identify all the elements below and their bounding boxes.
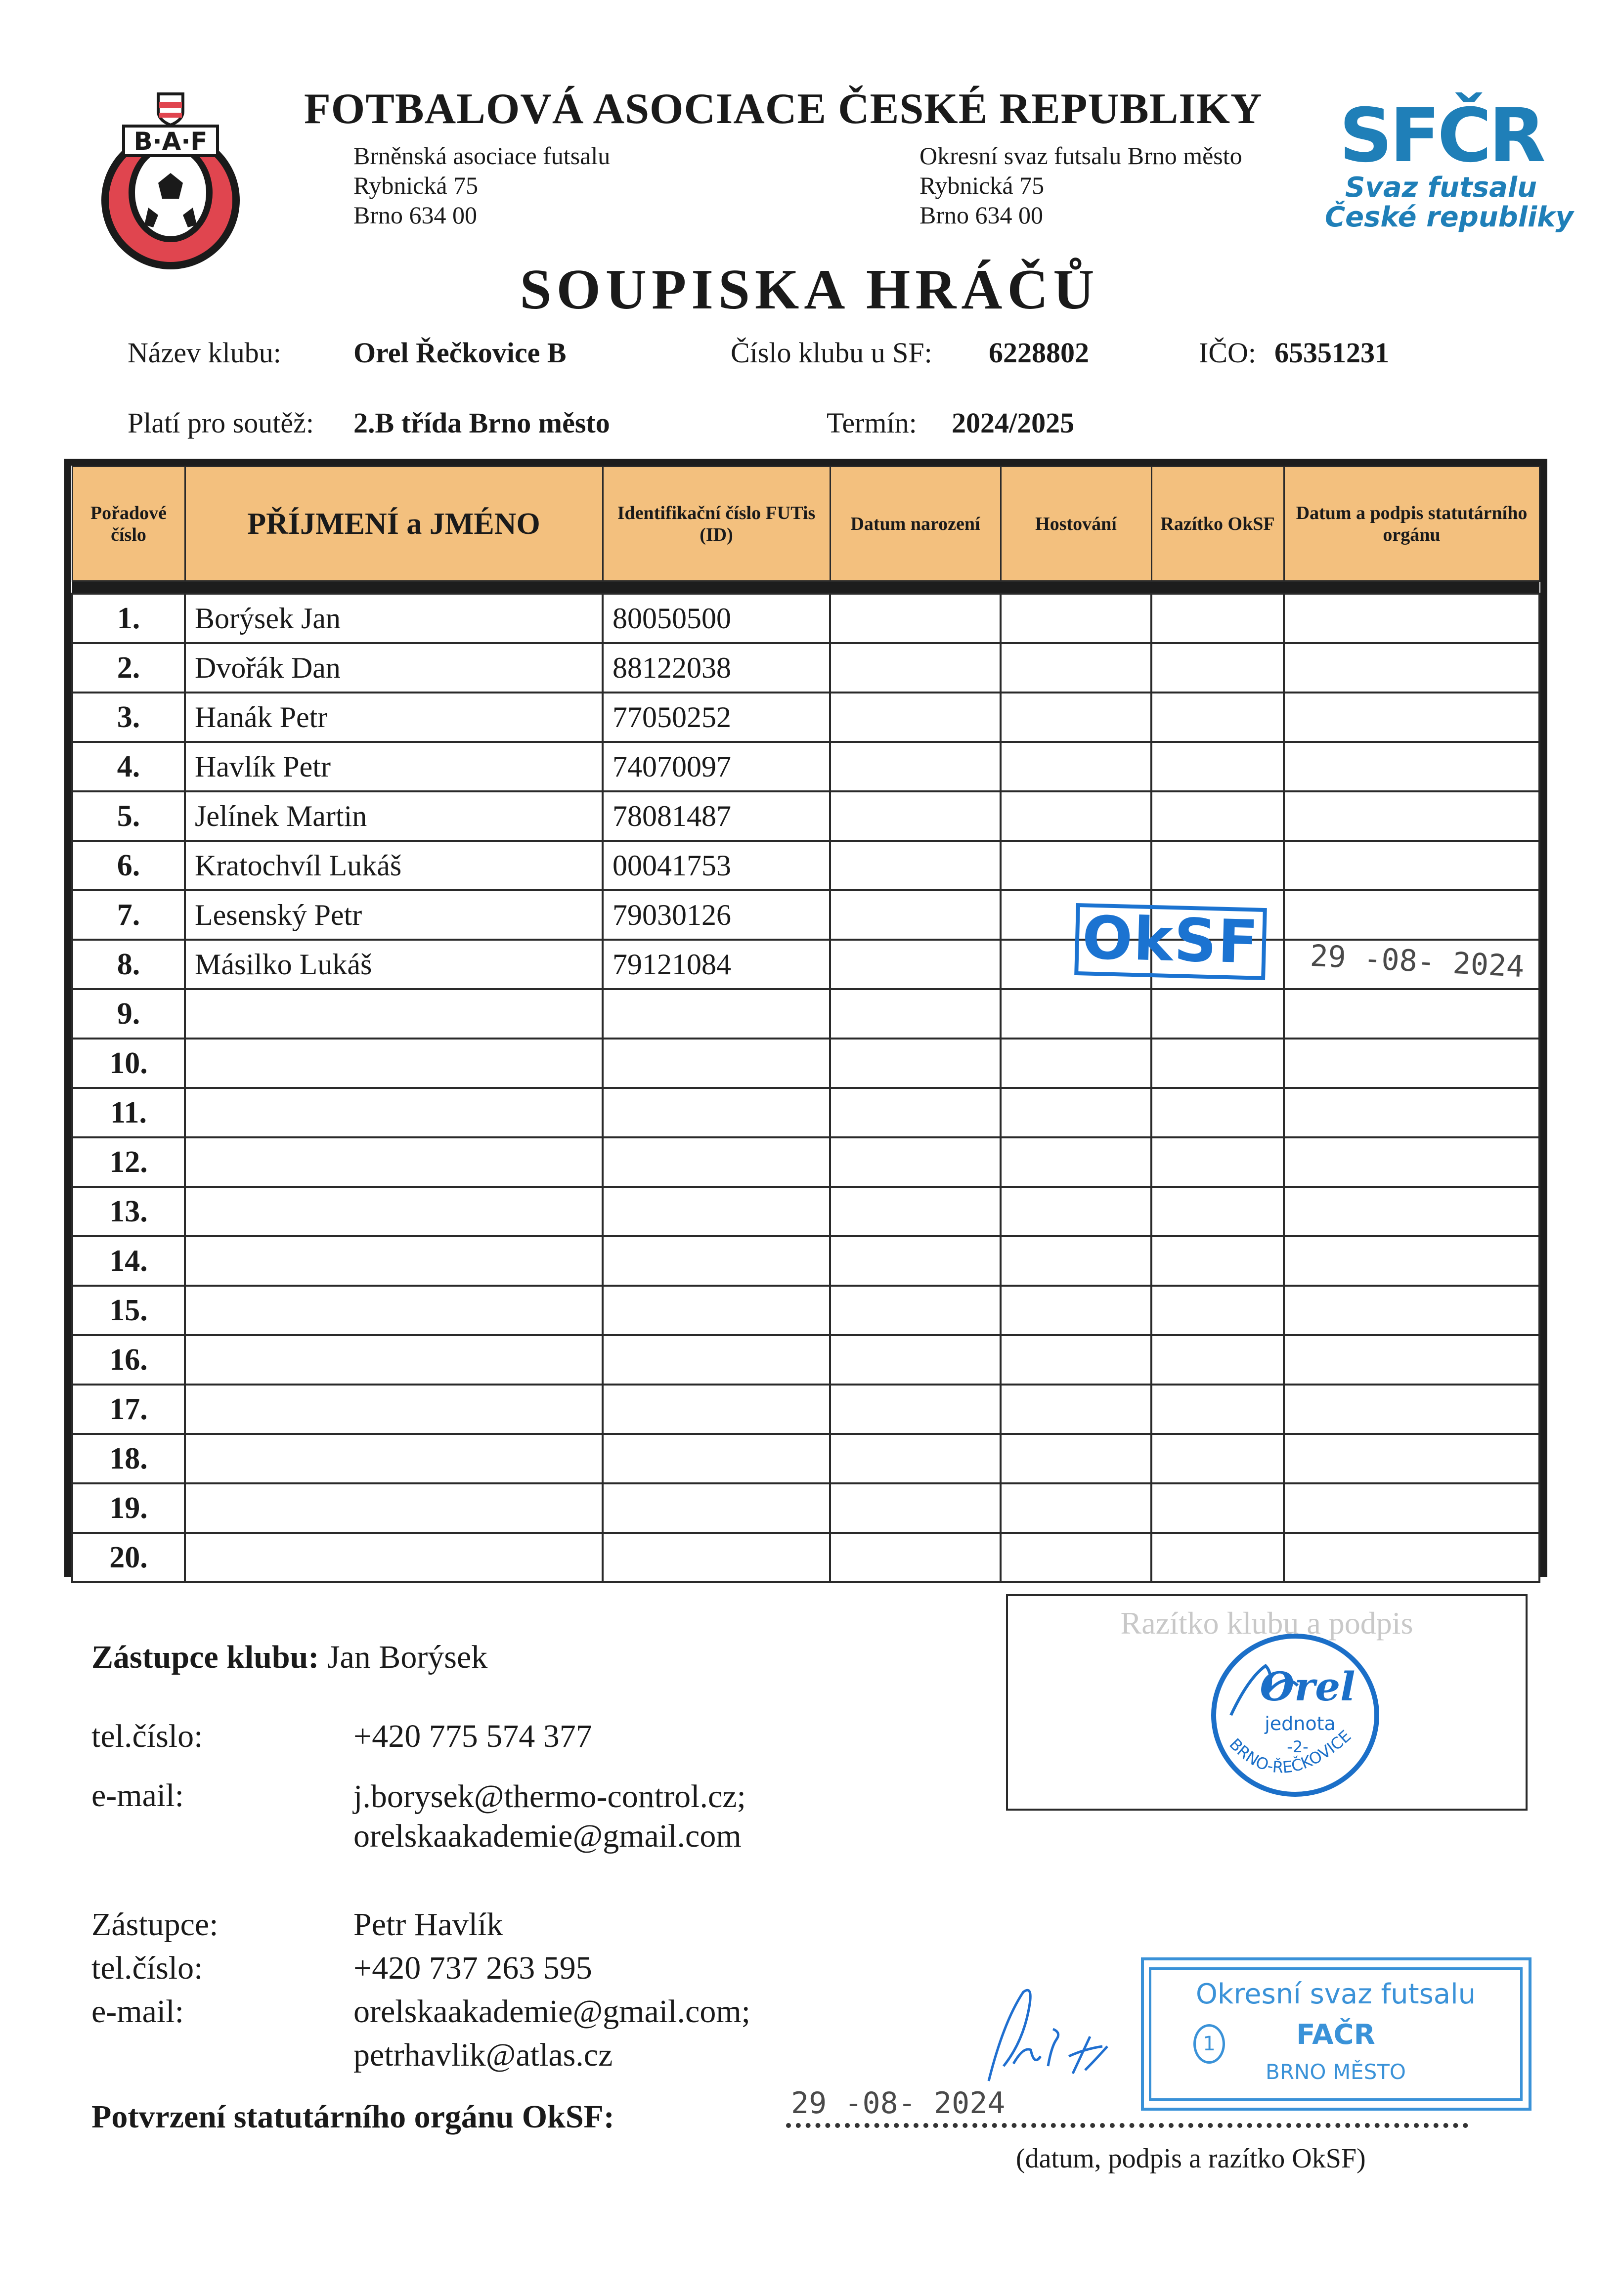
row-number: 20. — [72, 1533, 185, 1582]
loan-cell — [1001, 1483, 1151, 1533]
signature-cell — [1284, 1236, 1539, 1286]
orel-stamp-name: Orel — [1260, 1663, 1356, 1710]
club-representative-row — [91, 1639, 487, 1676]
competition-value: 2.B třída Brno město — [353, 407, 610, 439]
row-number: 9. — [72, 989, 185, 1039]
orel-stamp-number: -2- — [1287, 1737, 1309, 1756]
table-row — [72, 1385, 1539, 1434]
loan-cell — [1001, 1236, 1151, 1286]
address-line: Okresní svaz futsalu Brno město — [919, 142, 1242, 170]
club-number-value: 6228802 — [989, 337, 1089, 369]
club-number-label: Číslo klubu u SF: — [731, 337, 932, 369]
table-row — [72, 1335, 1539, 1385]
player-id: 79121084 — [603, 940, 830, 989]
facr-stamp — [1141, 1957, 1531, 2111]
facr-stamp-line1: Okresní svaz futsalu — [1195, 1978, 1476, 2010]
player-id — [603, 989, 830, 1039]
roster-table — [71, 466, 1540, 1583]
row-number: 13. — [72, 1187, 185, 1236]
row-number: 2. — [72, 643, 185, 693]
loan-cell — [1001, 989, 1151, 1039]
player-id — [603, 1187, 830, 1236]
rep2-label: Zástupce: — [91, 1906, 219, 1943]
birthdate-cell — [830, 1434, 1001, 1483]
player-id — [603, 1385, 830, 1434]
table-row — [72, 742, 1539, 791]
player-id — [603, 1434, 830, 1483]
birthdate-cell — [830, 1385, 1001, 1434]
signature-cell — [1284, 1335, 1539, 1385]
player-name: Lesenský Petr — [185, 890, 603, 940]
column-header-id: Identifikační číslo FUTis (ID) — [603, 467, 830, 581]
phone2-label: tel.číslo: — [91, 1950, 203, 1986]
player-name: Borýsek Jan — [185, 594, 603, 643]
loan-cell — [1001, 693, 1151, 742]
row-number: 3. — [72, 693, 185, 742]
table-row — [72, 594, 1539, 643]
oksf-stamp-cell — [1151, 1434, 1284, 1483]
birthdate-cell — [830, 1088, 1001, 1137]
sfcr-logo-mark: SFČR — [1339, 93, 1543, 179]
oksf-stamp-cell — [1151, 841, 1284, 890]
header-separator — [72, 581, 1539, 594]
email-values — [353, 1777, 746, 1856]
oksf-stamp-cell — [1151, 1236, 1284, 1286]
birthdate-cell — [830, 643, 1001, 693]
oksf-stamp-cell — [1151, 1187, 1284, 1236]
signature-caption: (datum, podpis a razítko OkSF) — [1016, 2143, 1366, 2174]
loan-cell — [1001, 1434, 1151, 1483]
player-name — [185, 1187, 603, 1236]
table-row — [72, 1286, 1539, 1335]
signature-cell — [1284, 742, 1539, 791]
oksf-signature — [984, 1977, 1132, 2086]
column-header-signature: Datum a podpis statutárního orgánu — [1284, 467, 1539, 581]
table-row — [72, 643, 1539, 693]
loan-cell — [1001, 1088, 1151, 1137]
term-label: Termín: — [827, 407, 917, 439]
confirmation-label: Potvrzení statutárního orgánu OkSF: — [91, 2099, 614, 2135]
player-name — [185, 1137, 603, 1187]
signature-cell — [1284, 890, 1539, 940]
signature-cell — [1284, 989, 1539, 1039]
table-row — [72, 1236, 1539, 1286]
player-id — [603, 1483, 830, 1533]
club-representative-value: Jan Borýsek — [327, 1639, 488, 1675]
column-header-order: Pořadové číslo — [72, 467, 185, 581]
loan-cell — [1001, 841, 1151, 890]
facr-stamp-circle-number: 1 — [1193, 2024, 1225, 2064]
player-id — [603, 1236, 830, 1286]
row-number: 7. — [72, 890, 185, 940]
birthdate-cell — [830, 890, 1001, 940]
row-number: 4. — [72, 742, 185, 791]
birthdate-cell — [830, 742, 1001, 791]
player-id: 79030126 — [603, 890, 830, 940]
term-value: 2024/2025 — [952, 407, 1075, 439]
oksf-stamp-cell — [1151, 643, 1284, 693]
player-id — [603, 1533, 830, 1582]
organization-title: FOTBALOVÁ ASOCIACE ČESKÉ REPUBLIKY — [304, 85, 1263, 133]
player-id — [603, 1335, 830, 1385]
oksf-stamp-cell — [1151, 742, 1284, 791]
email2-label: e-mail: — [91, 1993, 184, 2030]
player-id — [603, 1137, 830, 1187]
oksf-stamp-cell — [1151, 1137, 1284, 1187]
birthdate-cell — [830, 1187, 1001, 1236]
player-name — [185, 1533, 603, 1582]
signature-cell — [1284, 1286, 1539, 1335]
signature-cell — [1284, 1434, 1539, 1483]
player-name: Dvořák Dan — [185, 643, 603, 693]
oksf-stamp-cell — [1151, 1286, 1284, 1335]
row-number: 1. — [72, 594, 185, 643]
column-header-oksf-stamp: Razítko OkSF — [1151, 467, 1284, 581]
oksf-stamp: OkSF — [1074, 903, 1267, 980]
address-line: Rybnická 75 — [353, 172, 479, 199]
table-row — [72, 1039, 1539, 1088]
phone-value: +420 775 574 377 — [353, 1718, 592, 1754]
player-name — [185, 1385, 603, 1434]
column-header-birthdate: Datum narození — [830, 467, 1001, 581]
orel-club-stamp — [1206, 1631, 1384, 1799]
loan-cell — [1001, 1533, 1151, 1582]
birthdate-cell — [830, 1533, 1001, 1582]
player-id: 88122038 — [603, 643, 830, 693]
club-name-label: Název klubu: — [128, 337, 281, 369]
orel-stamp-place: BRNO-ŘEČKOVICE — [1225, 1726, 1355, 1777]
row-number: 11. — [72, 1088, 185, 1137]
email-value: orelskaakademie@gmail.com — [353, 1818, 742, 1854]
signature-cell — [1284, 841, 1539, 890]
player-name — [185, 1335, 603, 1385]
email2-value: petrhavlik@atlas.cz — [353, 2037, 613, 2073]
oksf-stamp-cell — [1151, 693, 1284, 742]
row-number: 14. — [72, 1236, 185, 1286]
player-id: 00041753 — [603, 841, 830, 890]
player-id — [603, 1088, 830, 1137]
table-row — [72, 1533, 1539, 1582]
facr-stamp-line3: BRNO MĚSTO — [1266, 2060, 1406, 2084]
baf-logo — [89, 84, 252, 277]
table-row — [72, 791, 1539, 841]
oksf-stamp-cell — [1151, 1088, 1284, 1137]
row-number: 17. — [72, 1385, 185, 1434]
loan-cell — [1001, 1286, 1151, 1335]
ico-value: 65351231 — [1274, 337, 1389, 369]
rep2-value: Petr Havlík — [353, 1906, 503, 1943]
birthdate-cell — [830, 1039, 1001, 1088]
oksf-stamp-cell — [1151, 989, 1284, 1039]
right-address — [919, 141, 1242, 230]
rep2-values — [353, 1903, 750, 2077]
signature-cell — [1284, 643, 1539, 693]
document-title: SOUPISKA HRÁČŮ — [520, 258, 1099, 321]
email-value: j.borysek@thermo-control.cz; — [353, 1778, 746, 1815]
phone-label: tel.číslo: — [91, 1718, 203, 1754]
address-line: Brno 634 00 — [919, 201, 1043, 229]
sfcr-logo — [1325, 93, 1574, 257]
signature-line — [786, 2123, 1468, 2128]
column-header-loan: Hostování — [1001, 467, 1151, 581]
oksf-stamp-cell — [1151, 1533, 1284, 1582]
sfcr-logo-line2: České republiky — [1325, 201, 1574, 233]
loan-cell — [1001, 594, 1151, 643]
player-name — [185, 989, 603, 1039]
loan-cell — [1001, 742, 1151, 791]
facr-stamp-line2: FAČR — [1296, 2019, 1375, 2051]
signature-cell — [1284, 1483, 1539, 1533]
table-row — [72, 1137, 1539, 1187]
left-address — [353, 141, 610, 230]
row-number: 16. — [72, 1335, 185, 1385]
player-id: 74070097 — [603, 742, 830, 791]
player-name — [185, 1088, 603, 1137]
table-date-stamp: 29 -08- 2024 — [1309, 938, 1526, 985]
player-name: Másilko Lukáš — [185, 940, 603, 989]
row-number: 8. — [72, 940, 185, 989]
player-id: 77050252 — [603, 693, 830, 742]
birthdate-cell — [830, 1286, 1001, 1335]
address-line: Brno 634 00 — [353, 201, 477, 229]
signature-cell — [1284, 594, 1539, 643]
table-row — [72, 1088, 1539, 1137]
signature-cell — [1284, 1187, 1539, 1236]
player-name: Jelínek Martin — [185, 791, 603, 841]
oksf-stamp-cell — [1151, 1039, 1284, 1088]
address-line: Brněnská asociace futsalu — [353, 142, 611, 170]
row-number: 18. — [72, 1434, 185, 1483]
loan-cell — [1001, 1187, 1151, 1236]
table-row — [72, 1434, 1539, 1483]
player-name: Havlík Petr — [185, 742, 603, 791]
player-name — [185, 1286, 603, 1335]
row-number: 6. — [72, 841, 185, 890]
row-number: 15. — [72, 1286, 185, 1335]
table-header-row — [72, 467, 1539, 581]
table-row — [72, 1483, 1539, 1533]
baf-logo-letters: B·A·F — [133, 127, 208, 156]
phone2-value: +420 737 263 595 — [353, 1950, 592, 1986]
loan-cell — [1001, 791, 1151, 841]
row-number: 10. — [72, 1039, 185, 1088]
birthdate-cell — [830, 841, 1001, 890]
birthdate-cell — [830, 1137, 1001, 1187]
table-row — [72, 693, 1539, 742]
table-row — [72, 1187, 1539, 1236]
email-label: e-mail: — [91, 1777, 184, 1814]
row-number: 5. — [72, 791, 185, 841]
player-name — [185, 1236, 603, 1286]
signature-cell — [1284, 693, 1539, 742]
oksf-stamp-cell — [1151, 594, 1284, 643]
signature-cell — [1284, 1533, 1539, 1582]
loan-cell — [1001, 1137, 1151, 1187]
table-row — [72, 841, 1539, 890]
birthdate-cell — [830, 791, 1001, 841]
signature-cell — [1284, 1039, 1539, 1088]
loan-cell — [1001, 643, 1151, 693]
club-name-value: Orel Řečkovice B — [353, 337, 567, 369]
birthdate-cell — [830, 1335, 1001, 1385]
player-id — [603, 1286, 830, 1335]
club-representative-label: Zástupce klubu: — [91, 1639, 319, 1675]
signature-cell — [1284, 1137, 1539, 1187]
loan-cell — [1001, 1335, 1151, 1385]
club-stamp-placeholder: Razítko klubu a podpis — [1120, 1605, 1413, 1641]
oksf-stamp-cell — [1151, 1483, 1284, 1533]
confirmation-date-stamp: 29 -08- 2024 — [791, 2086, 1006, 2121]
player-id: 80050500 — [603, 594, 830, 643]
player-id: 78081487 — [603, 791, 830, 841]
player-name — [185, 1039, 603, 1088]
loan-cell — [1001, 1039, 1151, 1088]
table-row — [72, 989, 1539, 1039]
birthdate-cell — [830, 940, 1001, 989]
loan-cell — [1001, 1385, 1151, 1434]
birthdate-cell — [830, 989, 1001, 1039]
oksf-stamp-cell — [1151, 791, 1284, 841]
signature-cell — [1284, 791, 1539, 841]
player-name: Hanák Petr — [185, 693, 603, 742]
competition-label: Platí pro soutěž: — [128, 407, 314, 439]
ico-label: IČO: — [1199, 337, 1256, 369]
row-number: 12. — [72, 1137, 185, 1187]
row-number: 19. — [72, 1483, 185, 1533]
player-id — [603, 1039, 830, 1088]
signature-cell — [1284, 1385, 1539, 1434]
rep2-labels — [91, 1903, 219, 2034]
birthdate-cell — [830, 1236, 1001, 1286]
orel-stamp-unit: jednota — [1265, 1713, 1336, 1734]
birthdate-cell — [830, 594, 1001, 643]
oksf-stamp-cell — [1151, 1385, 1284, 1434]
roster-table-frame — [64, 459, 1547, 1577]
birthdate-cell — [830, 693, 1001, 742]
address-line: Rybnická 75 — [919, 172, 1045, 199]
sfcr-logo-line1: Svaz futsalu — [1345, 172, 1537, 204]
player-name — [185, 1483, 603, 1533]
email2-value: orelskaakademie@gmail.com; — [353, 1993, 750, 2030]
player-name: Kratochvíl Lukáš — [185, 841, 603, 890]
player-name — [185, 1434, 603, 1483]
signature-cell — [1284, 1088, 1539, 1137]
birthdate-cell — [830, 1483, 1001, 1533]
oksf-stamp-cell — [1151, 1335, 1284, 1385]
facr-stamp-inner — [1149, 1967, 1523, 2101]
column-header-name: PŘÍJMENÍ a JMÉNO — [185, 467, 603, 581]
table-row — [72, 890, 1539, 940]
